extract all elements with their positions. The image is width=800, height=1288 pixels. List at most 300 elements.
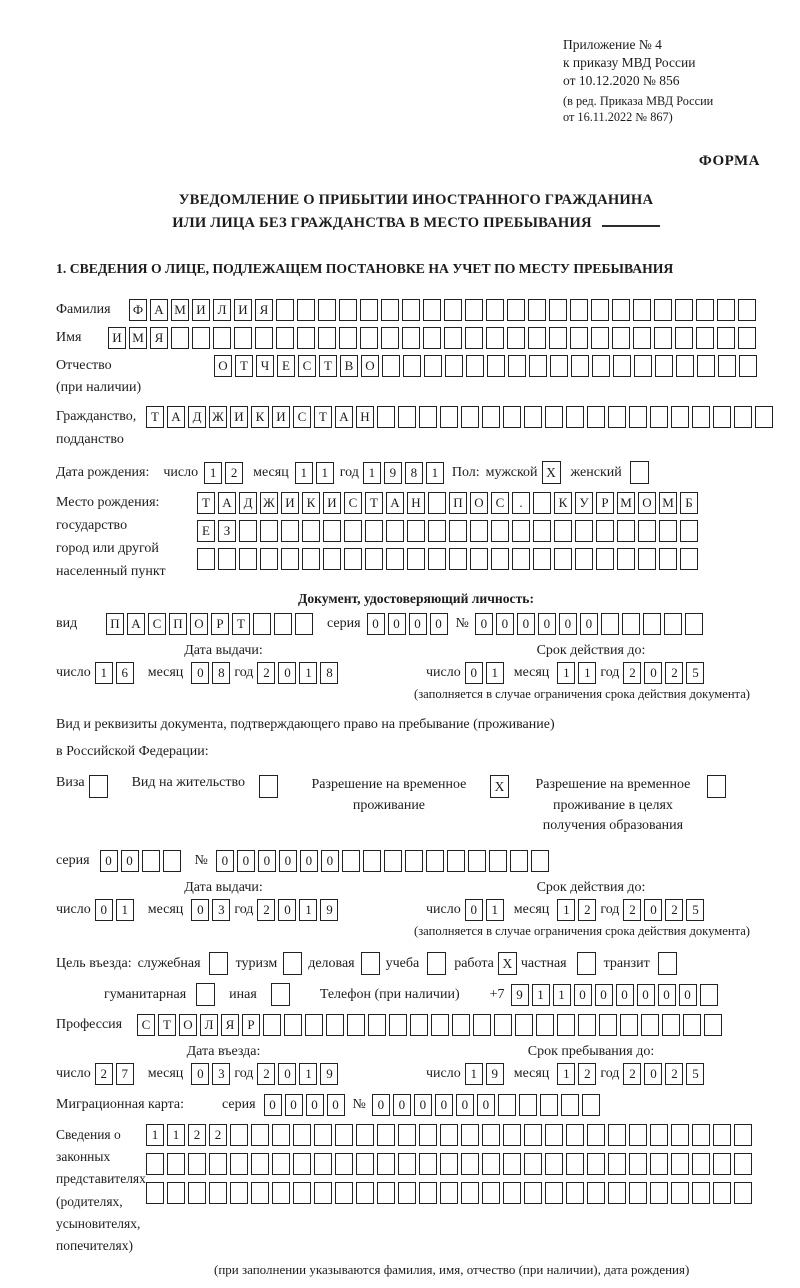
char-cell[interactable]: 5 bbox=[686, 662, 704, 684]
purpose-transit-checkbox[interactable] bbox=[658, 952, 677, 975]
char-cell[interactable]: 1 bbox=[557, 662, 575, 684]
char-cell[interactable] bbox=[566, 1153, 584, 1175]
char-cell[interactable] bbox=[365, 548, 383, 570]
char-cell[interactable] bbox=[629, 406, 647, 428]
char-cell[interactable]: 0 bbox=[435, 1094, 453, 1116]
char-cell[interactable] bbox=[440, 1124, 458, 1146]
char-cell[interactable] bbox=[713, 1153, 731, 1175]
char-cell[interactable] bbox=[482, 1153, 500, 1175]
char-cell[interactable]: 2 bbox=[95, 1063, 113, 1085]
char-cell[interactable]: 2 bbox=[188, 1124, 206, 1146]
char-cell[interactable] bbox=[431, 1014, 449, 1036]
char-cell[interactable] bbox=[318, 299, 336, 321]
char-cell[interactable]: 3 bbox=[212, 1063, 230, 1085]
char-cell[interactable]: Д bbox=[188, 406, 206, 428]
char-cell[interactable] bbox=[599, 1014, 617, 1036]
char-cell[interactable]: 1 bbox=[299, 899, 317, 921]
char-cell[interactable]: Л bbox=[213, 299, 231, 321]
char-cell[interactable] bbox=[554, 520, 572, 542]
char-cell[interactable] bbox=[582, 1094, 600, 1116]
char-cell[interactable] bbox=[561, 1094, 579, 1116]
char-cell[interactable]: Ж bbox=[260, 492, 278, 514]
char-cell[interactable] bbox=[545, 1153, 563, 1175]
char-cell[interactable] bbox=[482, 406, 500, 428]
char-cell[interactable]: П bbox=[449, 492, 467, 514]
char-cell[interactable] bbox=[491, 520, 509, 542]
char-cell[interactable] bbox=[608, 1153, 626, 1175]
char-cell[interactable]: О bbox=[179, 1014, 197, 1036]
char-cell[interactable]: О bbox=[190, 613, 208, 635]
char-cell[interactable]: 0 bbox=[191, 899, 209, 921]
char-cell[interactable] bbox=[339, 299, 357, 321]
char-cell[interactable] bbox=[524, 1124, 542, 1146]
char-cell[interactable] bbox=[461, 1182, 479, 1204]
char-cell[interactable]: Т bbox=[319, 355, 337, 377]
char-cell[interactable] bbox=[368, 1014, 386, 1036]
char-cell[interactable] bbox=[528, 299, 546, 321]
char-cell[interactable] bbox=[377, 406, 395, 428]
purpose-private-checkbox[interactable] bbox=[577, 952, 596, 975]
char-cell[interactable] bbox=[533, 548, 551, 570]
char-cell[interactable]: 0 bbox=[517, 613, 535, 635]
char-cell[interactable] bbox=[515, 1014, 533, 1036]
char-cell[interactable] bbox=[508, 355, 526, 377]
char-cell[interactable] bbox=[634, 355, 652, 377]
char-cell[interactable]: 0 bbox=[644, 662, 662, 684]
char-cell[interactable] bbox=[142, 850, 160, 872]
char-cell[interactable] bbox=[697, 355, 715, 377]
char-cell[interactable] bbox=[718, 355, 736, 377]
char-cell[interactable] bbox=[739, 355, 757, 377]
char-cell[interactable]: 1 bbox=[486, 662, 504, 684]
char-cell[interactable] bbox=[314, 1153, 332, 1175]
char-cell[interactable]: П bbox=[169, 613, 187, 635]
char-cell[interactable] bbox=[251, 1153, 269, 1175]
char-cell[interactable]: И bbox=[230, 406, 248, 428]
char-cell[interactable]: 1 bbox=[363, 462, 381, 484]
char-cell[interactable] bbox=[428, 548, 446, 570]
char-cell[interactable] bbox=[410, 1014, 428, 1036]
char-cell[interactable]: С bbox=[137, 1014, 155, 1036]
char-cell[interactable] bbox=[680, 548, 698, 570]
char-cell[interactable] bbox=[692, 1124, 710, 1146]
char-cell[interactable] bbox=[461, 1153, 479, 1175]
char-cell[interactable] bbox=[263, 1014, 281, 1036]
char-cell[interactable] bbox=[188, 1153, 206, 1175]
char-cell[interactable] bbox=[486, 327, 504, 349]
char-cell[interactable]: М bbox=[129, 327, 147, 349]
char-cell[interactable]: 1 bbox=[426, 462, 444, 484]
char-cell[interactable] bbox=[557, 1014, 575, 1036]
char-cell[interactable] bbox=[643, 613, 661, 635]
char-cell[interactable] bbox=[608, 1124, 626, 1146]
char-cell[interactable] bbox=[449, 520, 467, 542]
char-cell[interactable]: 1 bbox=[557, 899, 575, 921]
char-cell[interactable]: С bbox=[293, 406, 311, 428]
purpose-study-checkbox[interactable] bbox=[427, 952, 446, 975]
char-cell[interactable] bbox=[209, 1182, 227, 1204]
char-cell[interactable] bbox=[167, 1182, 185, 1204]
char-cell[interactable]: Р bbox=[211, 613, 229, 635]
char-cell[interactable] bbox=[671, 1124, 689, 1146]
char-cell[interactable]: И bbox=[323, 492, 341, 514]
char-cell[interactable] bbox=[461, 1124, 479, 1146]
char-cell[interactable]: 2 bbox=[623, 899, 641, 921]
char-cell[interactable] bbox=[680, 520, 698, 542]
char-cell[interactable]: Б bbox=[680, 492, 698, 514]
char-cell[interactable] bbox=[272, 1124, 290, 1146]
char-cell[interactable]: Р bbox=[242, 1014, 260, 1036]
char-cell[interactable] bbox=[171, 327, 189, 349]
char-cell[interactable] bbox=[549, 299, 567, 321]
char-cell[interactable] bbox=[692, 1153, 710, 1175]
char-cell[interactable] bbox=[734, 1182, 752, 1204]
char-cell[interactable] bbox=[592, 355, 610, 377]
char-cell[interactable]: 0 bbox=[616, 984, 634, 1006]
char-cell[interactable] bbox=[734, 1153, 752, 1175]
char-cell[interactable] bbox=[389, 1014, 407, 1036]
char-cell[interactable] bbox=[482, 1124, 500, 1146]
char-cell[interactable] bbox=[498, 1094, 516, 1116]
char-cell[interactable]: И bbox=[272, 406, 290, 428]
char-cell[interactable]: Е bbox=[197, 520, 215, 542]
char-cell[interactable]: 0 bbox=[475, 613, 493, 635]
char-cell[interactable] bbox=[272, 1153, 290, 1175]
char-cell[interactable] bbox=[407, 520, 425, 542]
temp-residence-education-checkbox[interactable] bbox=[707, 775, 726, 798]
char-cell[interactable] bbox=[713, 406, 731, 428]
char-cell[interactable]: С bbox=[344, 492, 362, 514]
char-cell[interactable] bbox=[494, 1014, 512, 1036]
char-cell[interactable]: 0 bbox=[278, 1063, 296, 1085]
char-cell[interactable]: 0 bbox=[121, 850, 139, 872]
char-cell[interactable] bbox=[251, 1182, 269, 1204]
char-cell[interactable] bbox=[284, 1014, 302, 1036]
char-cell[interactable] bbox=[424, 355, 442, 377]
char-cell[interactable] bbox=[696, 299, 714, 321]
char-cell[interactable] bbox=[323, 520, 341, 542]
char-cell[interactable] bbox=[566, 1182, 584, 1204]
char-cell[interactable] bbox=[465, 299, 483, 321]
char-cell[interactable] bbox=[528, 327, 546, 349]
char-cell[interactable] bbox=[554, 548, 572, 570]
char-cell[interactable]: 0 bbox=[637, 984, 655, 1006]
char-cell[interactable]: Ч bbox=[256, 355, 274, 377]
char-cell[interactable] bbox=[426, 850, 444, 872]
female-checkbox[interactable] bbox=[630, 461, 649, 484]
char-cell[interactable] bbox=[491, 548, 509, 570]
char-cell[interactable] bbox=[738, 299, 756, 321]
char-cell[interactable]: 0 bbox=[574, 984, 592, 1006]
char-cell[interactable] bbox=[587, 1153, 605, 1175]
char-cell[interactable] bbox=[218, 548, 236, 570]
char-cell[interactable] bbox=[486, 299, 504, 321]
char-cell[interactable]: 0 bbox=[430, 613, 448, 635]
char-cell[interactable]: А bbox=[218, 492, 236, 514]
char-cell[interactable] bbox=[654, 299, 672, 321]
char-cell[interactable] bbox=[146, 1153, 164, 1175]
char-cell[interactable] bbox=[633, 299, 651, 321]
char-cell[interactable]: С bbox=[491, 492, 509, 514]
char-cell[interactable]: 1 bbox=[146, 1124, 164, 1146]
char-cell[interactable] bbox=[335, 1124, 353, 1146]
char-cell[interactable] bbox=[659, 548, 677, 570]
char-cell[interactable] bbox=[230, 1124, 248, 1146]
char-cell[interactable] bbox=[440, 1153, 458, 1175]
char-cell[interactable] bbox=[302, 548, 320, 570]
char-cell[interactable]: 1 bbox=[553, 984, 571, 1006]
char-cell[interactable]: Т bbox=[197, 492, 215, 514]
char-cell[interactable] bbox=[524, 1182, 542, 1204]
char-cell[interactable]: И bbox=[281, 492, 299, 514]
char-cell[interactable] bbox=[276, 299, 294, 321]
char-cell[interactable]: К bbox=[251, 406, 269, 428]
char-cell[interactable]: 0 bbox=[496, 613, 514, 635]
char-cell[interactable] bbox=[482, 1182, 500, 1204]
char-cell[interactable]: У bbox=[575, 492, 593, 514]
char-cell[interactable] bbox=[255, 327, 273, 349]
char-cell[interactable] bbox=[587, 1124, 605, 1146]
char-cell[interactable] bbox=[512, 520, 530, 542]
char-cell[interactable] bbox=[323, 548, 341, 570]
char-cell[interactable] bbox=[685, 613, 703, 635]
char-cell[interactable] bbox=[339, 327, 357, 349]
char-cell[interactable]: 0 bbox=[285, 1094, 303, 1116]
char-cell[interactable]: 0 bbox=[393, 1094, 411, 1116]
char-cell[interactable] bbox=[545, 406, 563, 428]
char-cell[interactable]: 3 bbox=[212, 899, 230, 921]
char-cell[interactable] bbox=[230, 1153, 248, 1175]
char-cell[interactable] bbox=[545, 1124, 563, 1146]
char-cell[interactable] bbox=[297, 299, 315, 321]
char-cell[interactable]: О bbox=[214, 355, 232, 377]
char-cell[interactable] bbox=[529, 355, 547, 377]
char-cell[interactable]: О bbox=[361, 355, 379, 377]
char-cell[interactable]: 0 bbox=[538, 613, 556, 635]
char-cell[interactable] bbox=[650, 1182, 668, 1204]
char-cell[interactable]: И bbox=[192, 299, 210, 321]
char-cell[interactable] bbox=[213, 327, 231, 349]
char-cell[interactable]: 8 bbox=[212, 662, 230, 684]
char-cell[interactable] bbox=[629, 1182, 647, 1204]
char-cell[interactable] bbox=[335, 1182, 353, 1204]
char-cell[interactable] bbox=[440, 406, 458, 428]
char-cell[interactable] bbox=[629, 1124, 647, 1146]
char-cell[interactable] bbox=[489, 850, 507, 872]
char-cell[interactable]: 0 bbox=[372, 1094, 390, 1116]
char-cell[interactable]: Т bbox=[365, 492, 383, 514]
char-cell[interactable]: 0 bbox=[264, 1094, 282, 1116]
char-cell[interactable]: 2 bbox=[209, 1124, 227, 1146]
char-cell[interactable]: 2 bbox=[665, 899, 683, 921]
char-cell[interactable] bbox=[461, 406, 479, 428]
char-cell[interactable]: О bbox=[638, 492, 656, 514]
char-cell[interactable]: 0 bbox=[367, 613, 385, 635]
purpose-humanitarian-checkbox[interactable] bbox=[196, 983, 215, 1006]
char-cell[interactable]: Е bbox=[277, 355, 295, 377]
char-cell[interactable] bbox=[444, 299, 462, 321]
char-cell[interactable] bbox=[655, 355, 673, 377]
char-cell[interactable] bbox=[382, 355, 400, 377]
char-cell[interactable]: 0 bbox=[278, 662, 296, 684]
char-cell[interactable]: 6 bbox=[116, 662, 134, 684]
char-cell[interactable] bbox=[570, 299, 588, 321]
char-cell[interactable] bbox=[356, 1182, 374, 1204]
char-cell[interactable] bbox=[617, 520, 635, 542]
char-cell[interactable] bbox=[613, 355, 631, 377]
char-cell[interactable]: 0 bbox=[414, 1094, 432, 1116]
char-cell[interactable] bbox=[571, 355, 589, 377]
char-cell[interactable]: 0 bbox=[456, 1094, 474, 1116]
char-cell[interactable] bbox=[503, 1124, 521, 1146]
char-cell[interactable]: О bbox=[470, 492, 488, 514]
char-cell[interactable]: 5 bbox=[686, 1063, 704, 1085]
char-cell[interactable] bbox=[146, 1182, 164, 1204]
char-cell[interactable] bbox=[239, 520, 257, 542]
char-cell[interactable] bbox=[713, 1182, 731, 1204]
char-cell[interactable] bbox=[487, 355, 505, 377]
char-cell[interactable] bbox=[545, 1182, 563, 1204]
char-cell[interactable] bbox=[260, 520, 278, 542]
char-cell[interactable]: А bbox=[150, 299, 168, 321]
char-cell[interactable] bbox=[167, 1153, 185, 1175]
char-cell[interactable] bbox=[230, 1182, 248, 1204]
char-cell[interactable]: 0 bbox=[327, 1094, 345, 1116]
char-cell[interactable] bbox=[549, 327, 567, 349]
temp-residence-checkbox[interactable]: X bbox=[490, 775, 509, 798]
char-cell[interactable] bbox=[468, 850, 486, 872]
char-cell[interactable]: А bbox=[335, 406, 353, 428]
char-cell[interactable]: Т bbox=[232, 613, 250, 635]
char-cell[interactable]: 1 bbox=[316, 462, 334, 484]
char-cell[interactable] bbox=[575, 520, 593, 542]
char-cell[interactable]: Ф bbox=[129, 299, 147, 321]
char-cell[interactable] bbox=[251, 1124, 269, 1146]
char-cell[interactable] bbox=[700, 984, 718, 1006]
char-cell[interactable] bbox=[591, 327, 609, 349]
char-cell[interactable]: 0 bbox=[300, 850, 318, 872]
char-cell[interactable] bbox=[297, 327, 315, 349]
char-cell[interactable]: 9 bbox=[486, 1063, 504, 1085]
char-cell[interactable] bbox=[587, 1182, 605, 1204]
char-cell[interactable]: 0 bbox=[388, 613, 406, 635]
char-cell[interactable] bbox=[470, 520, 488, 542]
char-cell[interactable] bbox=[465, 327, 483, 349]
char-cell[interactable]: К bbox=[554, 492, 572, 514]
char-cell[interactable] bbox=[274, 613, 292, 635]
char-cell[interactable] bbox=[402, 299, 420, 321]
char-cell[interactable]: 1 bbox=[204, 462, 222, 484]
char-cell[interactable] bbox=[612, 299, 630, 321]
char-cell[interactable] bbox=[419, 1153, 437, 1175]
char-cell[interactable] bbox=[360, 299, 378, 321]
char-cell[interactable]: 1 bbox=[95, 662, 113, 684]
char-cell[interactable] bbox=[356, 1124, 374, 1146]
char-cell[interactable] bbox=[447, 850, 465, 872]
char-cell[interactable] bbox=[377, 1124, 395, 1146]
char-cell[interactable]: 1 bbox=[465, 1063, 483, 1085]
char-cell[interactable] bbox=[676, 355, 694, 377]
char-cell[interactable] bbox=[601, 613, 619, 635]
char-cell[interactable] bbox=[659, 520, 677, 542]
char-cell[interactable] bbox=[360, 327, 378, 349]
char-cell[interactable] bbox=[305, 1014, 323, 1036]
char-cell[interactable] bbox=[419, 1182, 437, 1204]
char-cell[interactable] bbox=[622, 613, 640, 635]
char-cell[interactable] bbox=[384, 850, 402, 872]
char-cell[interactable]: Н bbox=[407, 492, 425, 514]
char-cell[interactable] bbox=[473, 1014, 491, 1036]
char-cell[interactable]: 7 bbox=[116, 1063, 134, 1085]
char-cell[interactable]: 0 bbox=[95, 899, 113, 921]
char-cell[interactable]: 0 bbox=[679, 984, 697, 1006]
char-cell[interactable] bbox=[419, 406, 437, 428]
char-cell[interactable] bbox=[608, 406, 626, 428]
char-cell[interactable] bbox=[381, 327, 399, 349]
char-cell[interactable] bbox=[470, 548, 488, 570]
char-cell[interactable] bbox=[466, 355, 484, 377]
char-cell[interactable] bbox=[419, 1124, 437, 1146]
char-cell[interactable]: 2 bbox=[257, 662, 275, 684]
char-cell[interactable] bbox=[449, 548, 467, 570]
char-cell[interactable]: П bbox=[106, 613, 124, 635]
char-cell[interactable]: 1 bbox=[486, 899, 504, 921]
char-cell[interactable] bbox=[386, 520, 404, 542]
char-cell[interactable] bbox=[503, 1182, 521, 1204]
char-cell[interactable] bbox=[734, 406, 752, 428]
char-cell[interactable]: К bbox=[302, 492, 320, 514]
char-cell[interactable] bbox=[664, 613, 682, 635]
char-cell[interactable]: 1 bbox=[532, 984, 550, 1006]
char-cell[interactable] bbox=[405, 850, 423, 872]
char-cell[interactable]: 2 bbox=[623, 662, 641, 684]
char-cell[interactable]: Т bbox=[314, 406, 332, 428]
char-cell[interactable]: 2 bbox=[578, 899, 596, 921]
char-cell[interactable]: Т bbox=[235, 355, 253, 377]
char-cell[interactable] bbox=[662, 1014, 680, 1036]
char-cell[interactable]: А bbox=[167, 406, 185, 428]
char-cell[interactable] bbox=[507, 327, 525, 349]
char-cell[interactable] bbox=[578, 1014, 596, 1036]
char-cell[interactable] bbox=[654, 327, 672, 349]
char-cell[interactable] bbox=[402, 327, 420, 349]
char-cell[interactable]: 0 bbox=[306, 1094, 324, 1116]
char-cell[interactable] bbox=[591, 299, 609, 321]
char-cell[interactable] bbox=[444, 327, 462, 349]
char-cell[interactable] bbox=[717, 299, 735, 321]
char-cell[interactable] bbox=[253, 613, 271, 635]
char-cell[interactable] bbox=[596, 548, 614, 570]
char-cell[interactable]: 1 bbox=[299, 1063, 317, 1085]
char-cell[interactable] bbox=[633, 327, 651, 349]
char-cell[interactable] bbox=[197, 548, 215, 570]
char-cell[interactable]: 1 bbox=[116, 899, 134, 921]
char-cell[interactable] bbox=[675, 299, 693, 321]
char-cell[interactable] bbox=[276, 327, 294, 349]
char-cell[interactable] bbox=[683, 1014, 701, 1036]
char-cell[interactable] bbox=[423, 299, 441, 321]
char-cell[interactable] bbox=[503, 1153, 521, 1175]
char-cell[interactable]: З bbox=[218, 520, 236, 542]
char-cell[interactable] bbox=[386, 548, 404, 570]
char-cell[interactable] bbox=[363, 850, 381, 872]
char-cell[interactable]: 2 bbox=[578, 1063, 596, 1085]
char-cell[interactable] bbox=[318, 327, 336, 349]
char-cell[interactable] bbox=[344, 520, 362, 542]
male-checkbox[interactable]: X bbox=[542, 461, 561, 484]
char-cell[interactable] bbox=[344, 548, 362, 570]
char-cell[interactable]: 9 bbox=[320, 1063, 338, 1085]
